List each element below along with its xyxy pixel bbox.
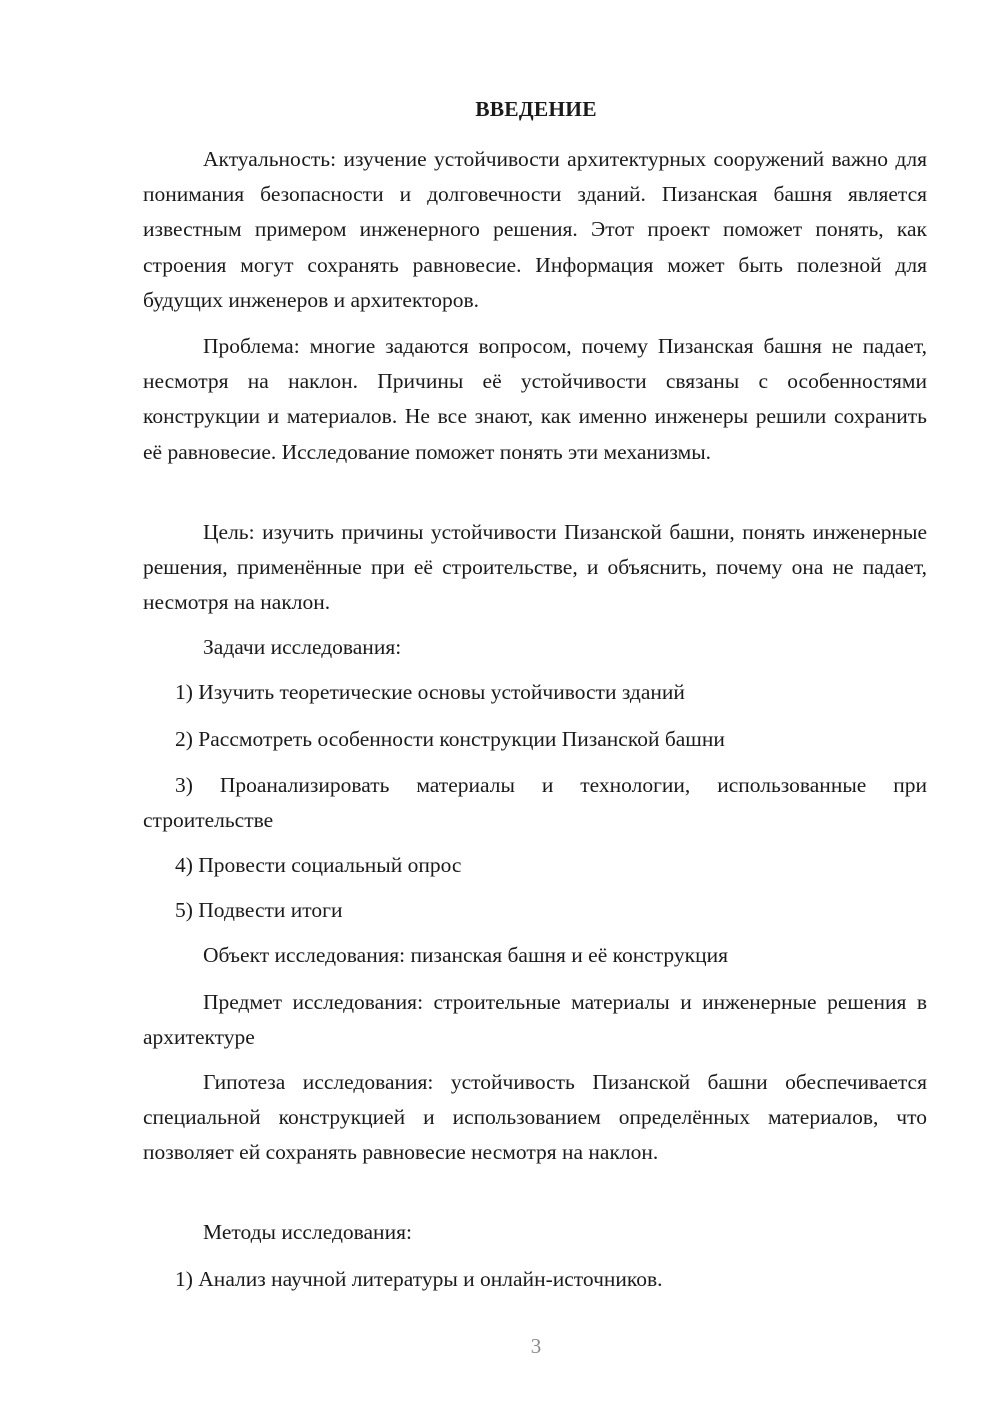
paragraph-problem: Проблема: многие задаются вопросом, почему Пизанская башня не падает, несмотря на наклон. Причины её устойчивости связаны с особенностями конструкции и материалов. Не все знают, как именно инженеры решили сохранить её равновесие. Исследование поможет понять эти механизмы. [143,334,927,464]
paragraph-relevance: Актуальность: изучение устойчивости архитектурных сооружений важно для понимания безопасности и долговечности зданий. Пизанская башня является известным примером инженерного решения. Этот проект поможет понять, как строения могут сохранять равновесие. Информация может быть полезной для будущих инженеров и архитекторов. [143,147,927,312]
task-item: 3) Проанализировать материалы и технологии, использованные при строительстве [143,773,927,833]
task-item: 1) Изучить теоретические основы устойчивости зданий [175,680,685,704]
tasks-heading: Задачи исследования: [203,635,402,659]
task-item: 2) Рассмотреть особенности конструкции Пизанской башни [175,727,725,751]
section-heading: ВВЕДЕНИЕ [475,97,597,121]
paragraph-goal: Цель: изучить причины устойчивости Пизанской башни, понять инженерные решения, применённые при её строительстве, и объяснить, почему она не падает, несмотря на наклон. [143,520,927,615]
task-item: 5) Подвести итоги [175,898,343,922]
page-number: 3 [530,1334,542,1358]
methods-heading: Методы исследования: [203,1220,412,1244]
paragraph-hypothesis: Гипотеза исследования: устойчивость Пизанской башни обеспечивается специальной конструкцией и использованием определённых материалов, что позволяет ей сохранять равновесие несмотря на наклон. [143,1070,927,1165]
method-item: 1) Анализ научной литературы и онлайн-источников. [175,1267,663,1291]
paragraph-subject: Предмет исследования: строительные материалы и инженерные решения в архитектуре [143,990,927,1050]
task-item: 4) Провести социальный опрос [175,853,462,877]
paragraph-object: Объект исследования: пизанская башня и её конструкция [203,943,728,967]
